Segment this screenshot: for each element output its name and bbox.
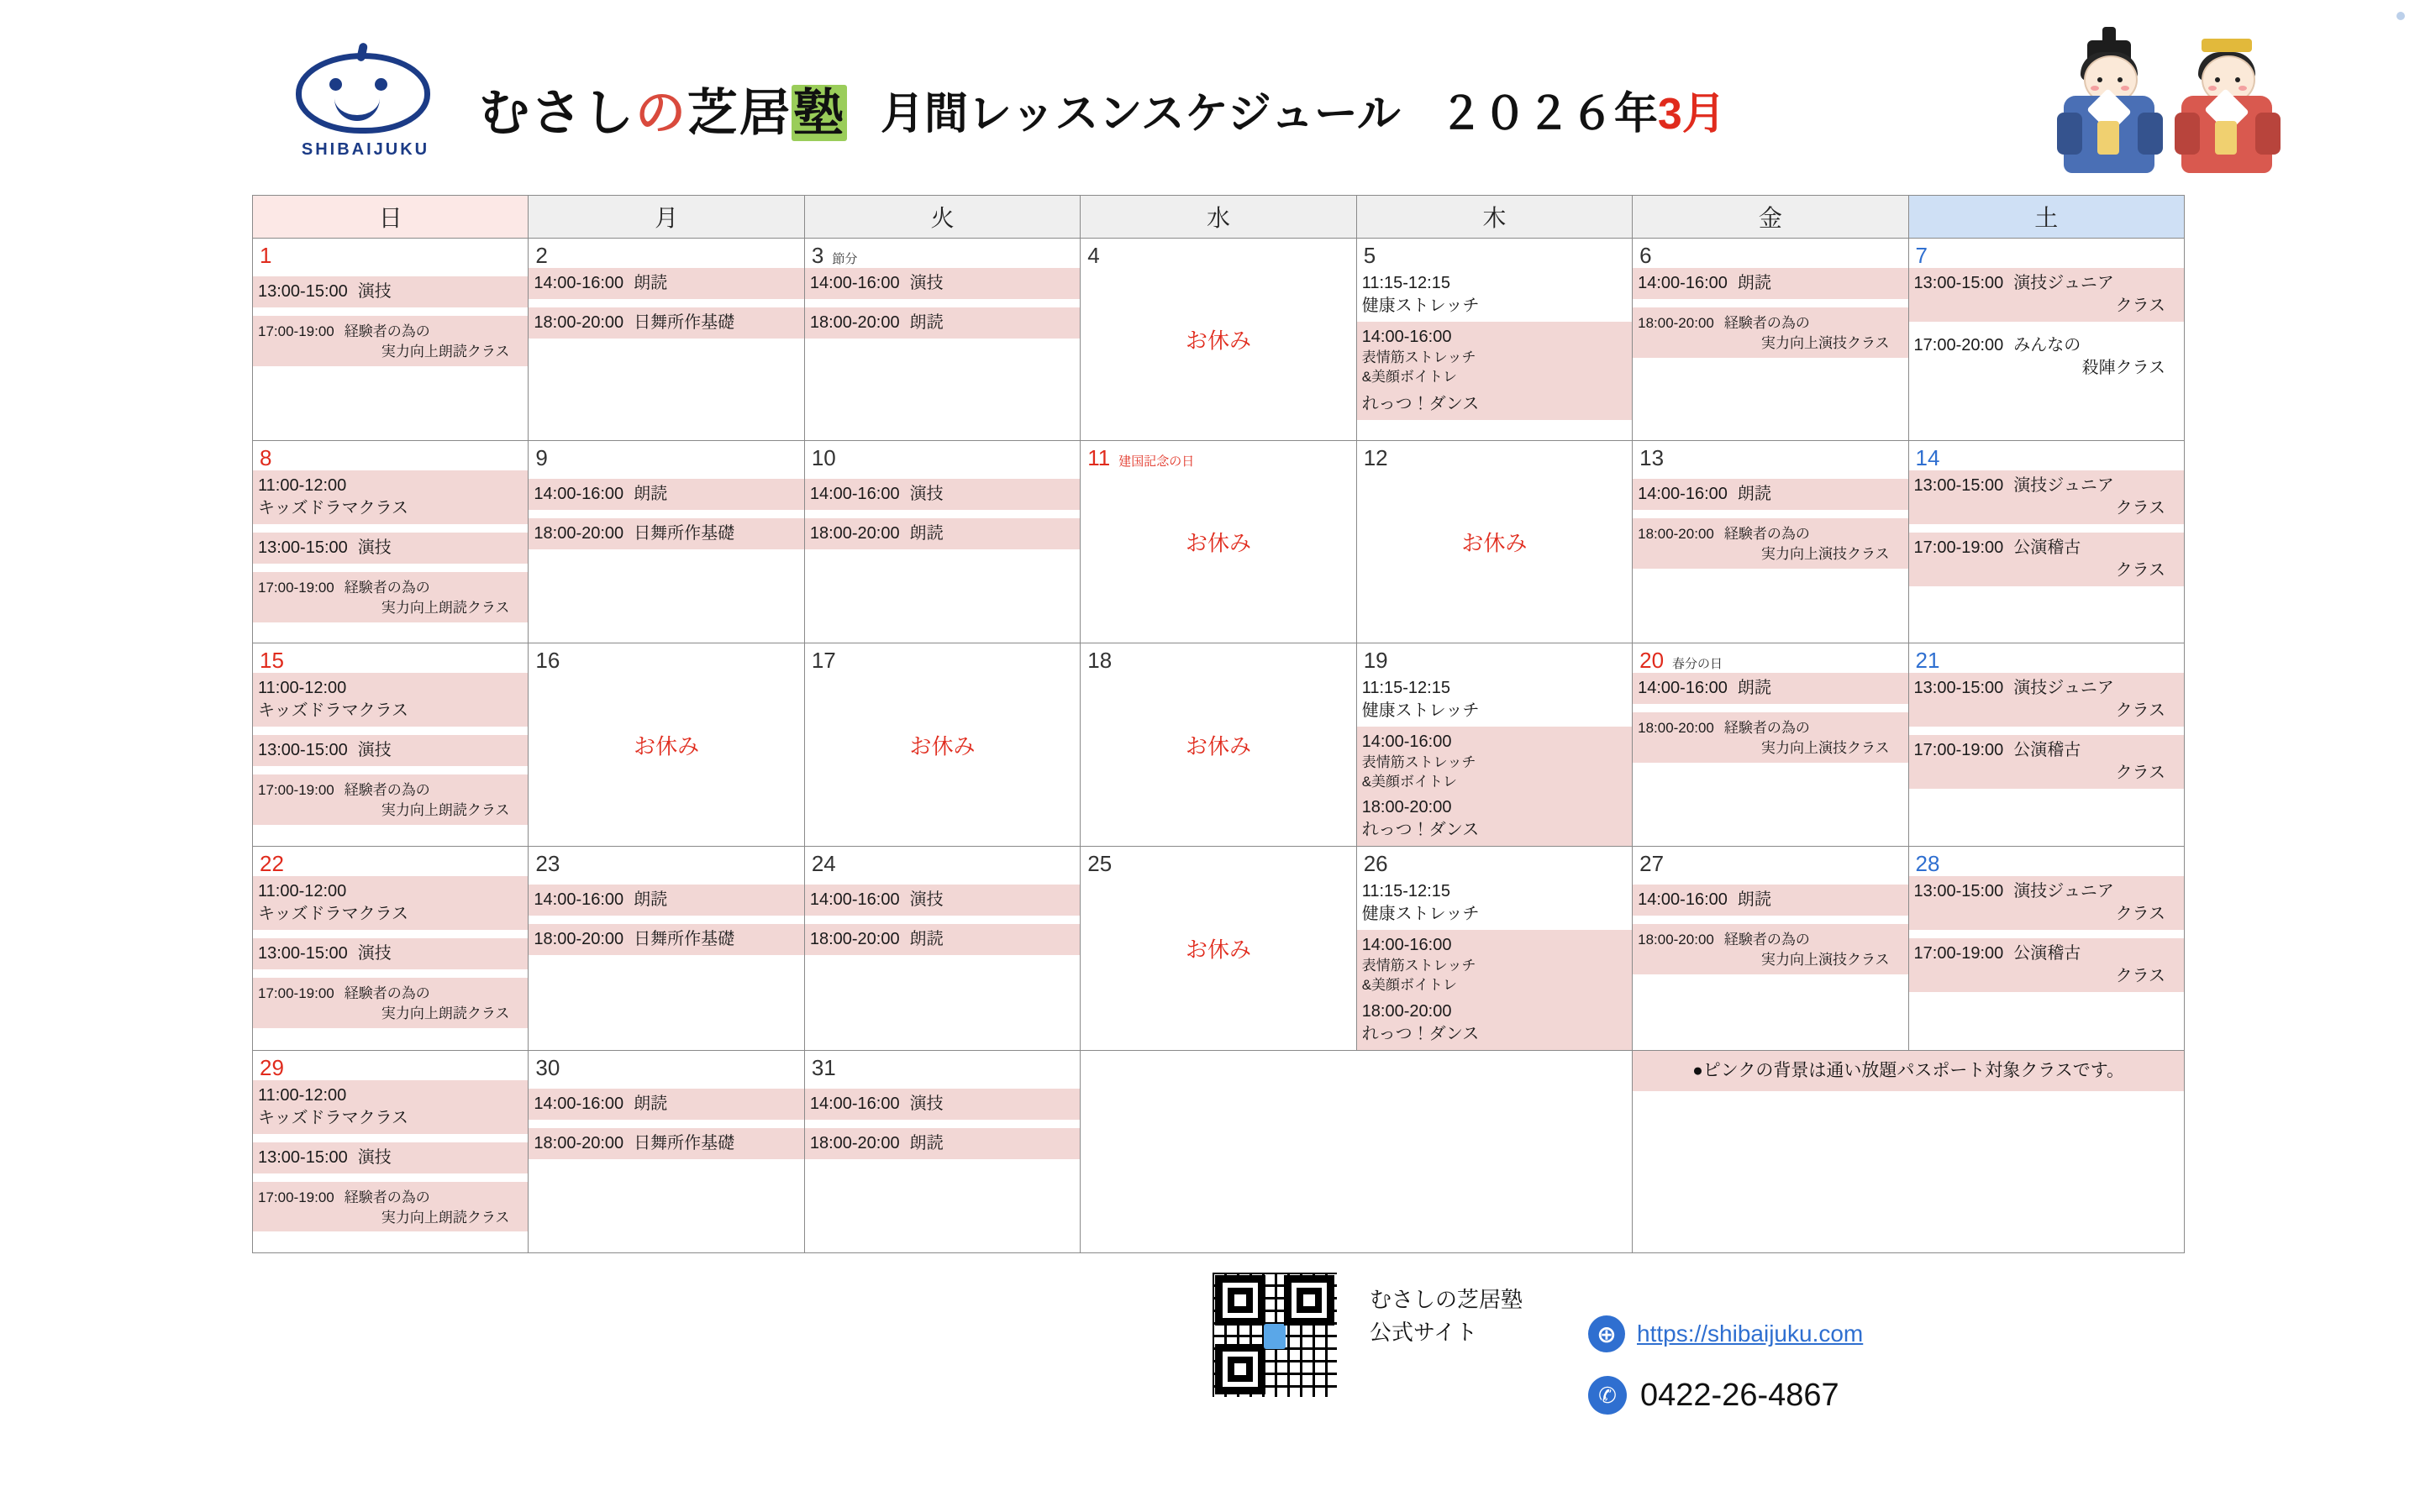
qr-code[interactable]: [1210, 1270, 1339, 1399]
event-name: 朗読: [634, 484, 668, 503]
closed-label: お休み: [1185, 530, 1251, 556]
event-time: 11:15-12:15: [1361, 273, 1450, 292]
event-time: 13:00-15:00: [258, 944, 348, 963]
day-number-26: 26: [1363, 851, 1388, 877]
event-name-2: 実力向上朗読クラス: [381, 599, 510, 616]
event-name: 朗読: [909, 312, 944, 332]
event-name-2: &美顔ボイトレ: [1361, 977, 1458, 993]
event-time: 14:00-16:00: [809, 890, 900, 910]
event-name: キッズドラマクラス: [258, 498, 408, 517]
event-time: 11:15-12:15: [1361, 882, 1450, 901]
day-cell-9[interactable]: [529, 441, 804, 643]
day-number-19: 19: [1363, 648, 1388, 673]
weekday-header-sun: 日: [253, 196, 529, 239]
event-kouen-14[interactable]: [1909, 533, 2184, 586]
event-time: 13:00-15:00: [1913, 882, 2004, 901]
event-time: 11:15-12:15: [1361, 678, 1450, 697]
calendar-header-row: [253, 196, 2185, 239]
hina-dolls-decoration: [2059, 40, 2294, 183]
telephone-row[interactable]: [1588, 1376, 1839, 1415]
event-roudoku-20[interactable]: [1633, 673, 1907, 704]
event-name: 経験者の為の: [1723, 932, 1810, 948]
event-name: 公演稽古: [2013, 740, 2081, 759]
event-satsujin-7[interactable]: [1909, 330, 2184, 384]
day-cell-26[interactable]: [1356, 847, 1632, 1050]
event-kids-8[interactable]: [253, 470, 528, 524]
event-kenkou-19[interactable]: [1357, 673, 1632, 727]
event-name: 演技: [357, 538, 392, 557]
event-name: 朗読: [634, 890, 668, 910]
event-time: 18:00-20:00: [1638, 314, 1714, 331]
day-number-31: 31: [811, 1054, 836, 1080]
event-name-2: 実力向上朗読クラス: [381, 343, 510, 360]
event-roudoku-6[interactable]: [1633, 268, 1907, 299]
event-engi-22[interactable]: [253, 938, 528, 969]
day-cell-20[interactable]: [1633, 643, 1908, 847]
event-name: 朗読: [909, 1133, 944, 1152]
event-kids-22[interactable]: [253, 876, 528, 930]
event-hyoujou-26[interactable]: [1357, 930, 1632, 1050]
event-name-2: 実力向上演技クラス: [1761, 334, 1890, 351]
day-cell-16[interactable]: [529, 643, 804, 847]
day-cell-13[interactable]: [1633, 441, 1908, 643]
event-engi-exp-6[interactable]: [1633, 307, 1907, 358]
day-number-21: 21: [1915, 648, 1940, 673]
event-engi-31[interactable]: [805, 1089, 1080, 1120]
event-time: 14:00-16:00: [809, 484, 900, 503]
logo-wordmark: SHIBAIJUKU: [301, 140, 430, 159]
event-hyoujou-5[interactable]: [1357, 322, 1632, 421]
event-time: 18:00-20:00: [809, 1133, 900, 1152]
weekday-header-fri: 金: [1633, 196, 1908, 239]
event-name: 経験者の為の: [344, 1189, 430, 1205]
website-url[interactable]: https://shibaijuku.com: [1637, 1320, 1864, 1347]
event-engi-exp-27[interactable]: [1633, 924, 1907, 974]
day-number-13: 13: [1639, 445, 1665, 470]
event-roudoku-23[interactable]: [529, 885, 803, 916]
event-time: 18:00-20:00: [809, 523, 900, 543]
event-time: 18:00-20:00: [534, 1133, 624, 1152]
event-name: 演技ジュニア: [2013, 678, 2114, 697]
day-number-11: 11: [1087, 445, 1111, 470]
site-label-line2: 公式サイト: [1370, 1320, 1478, 1345]
day-number-2: 2: [535, 243, 548, 268]
event-name: 演技: [357, 281, 392, 301]
event-time: 18:00-20:00: [534, 930, 624, 949]
event-time: 17:00-19:00: [258, 985, 334, 1002]
phone-icon: ✆: [1588, 1376, 1627, 1415]
day-number-10: 10: [811, 445, 836, 470]
day-cell-17[interactable]: [804, 643, 1080, 847]
day-cell-8[interactable]: [253, 441, 529, 643]
day-number-28: 28: [1915, 851, 1940, 877]
event-name-2: 殺陣クラス: [2081, 358, 2165, 377]
event-time: 14:00-16:00: [809, 1094, 900, 1113]
event-time: 13:00-15:00: [258, 281, 348, 301]
event-engi-exp-20[interactable]: [1633, 712, 1907, 763]
year-label: ２０２６年: [1439, 89, 1658, 139]
event-name: キッズドラマクラス: [258, 1108, 408, 1127]
event-kenkou-26[interactable]: [1357, 876, 1632, 930]
event-name: 表情筋ストレッチ: [1361, 753, 1476, 770]
event-name: 経験者の為の: [1723, 314, 1810, 331]
event-name-3: れっつ！ダンス: [1361, 395, 1480, 414]
event-kouen-21[interactable]: [1909, 735, 2184, 789]
day-number-6: 6: [1639, 243, 1652, 268]
event-junior-14[interactable]: [1909, 470, 2184, 524]
passport-note: ●ピンクの背景は通い放題パスポート対象クラスです。: [1633, 1051, 2184, 1091]
year-month: [1439, 78, 1726, 141]
event-name: キッズドラマクラス: [258, 701, 408, 720]
event-name: 朗読: [1737, 273, 1771, 292]
event-name: 朗読: [909, 930, 944, 949]
event-engi-exp-13[interactable]: [1633, 518, 1907, 569]
day-cell-28[interactable]: [1908, 847, 2184, 1050]
closed-label: お休み: [634, 733, 700, 759]
event-roudoku-exp-8[interactable]: [253, 572, 528, 622]
event-name-3: れっつ！ダンス: [1361, 1024, 1480, 1043]
event-name: 経験者の為の: [344, 323, 430, 339]
event-name-2: クラス: [2115, 967, 2165, 986]
event-time: 18:00-20:00: [1638, 719, 1714, 736]
corner-dot: [2396, 12, 2405, 20]
event-name-2: クラス: [2115, 560, 2165, 580]
event-time: 14:00-16:00: [1638, 678, 1728, 697]
event-time: 13:00-15:00: [1913, 475, 2004, 495]
event-time: 14:00-16:00: [1361, 327, 1452, 346]
calendar-week-row: [253, 847, 2185, 1050]
event-name: 演技: [357, 740, 392, 759]
day-number-3: 3: [811, 243, 824, 268]
event-name-2: クラス: [2115, 296, 2165, 315]
day-number-15: 15: [260, 648, 284, 673]
telephone-number: 0422-26-4867: [1640, 1377, 1839, 1413]
day-number-20: 20: [1639, 648, 1665, 673]
event-engi-8[interactable]: [253, 533, 528, 564]
month-label: 3月: [1657, 89, 1726, 139]
event-name: 日舞所作基礎: [634, 312, 735, 332]
event-name: 経験者の為の: [1723, 525, 1810, 542]
event-name-2: 実力向上朗読クラス: [381, 801, 510, 818]
event-time: 17:00-19:00: [1913, 944, 2004, 963]
globe-icon: ⊕: [1588, 1315, 1625, 1352]
event-time: 18:00-20:00: [534, 523, 624, 543]
day-number-17: 17: [811, 648, 836, 673]
event-kids-29[interactable]: [253, 1080, 528, 1134]
weekday-header-sat: 土: [1908, 196, 2184, 239]
day-cell-21[interactable]: [1908, 643, 2184, 847]
event-name-2: 実力向上朗読クラス: [381, 1005, 510, 1022]
event-name: 表情筋ストレッチ: [1361, 958, 1476, 974]
event-name: 演技ジュニア: [2013, 882, 2114, 901]
event-name: 朗読: [634, 1094, 668, 1113]
event-roudoku-24[interactable]: [805, 924, 1080, 955]
event-time: 18:00-20:00: [809, 312, 900, 332]
event-name: 経験者の為の: [1723, 719, 1810, 736]
day-note-3: 節分: [832, 252, 858, 266]
event-time: 13:00-15:00: [1913, 273, 2004, 292]
calendar-week-row: [253, 643, 2185, 847]
event-nichibu-2[interactable]: [529, 307, 803, 339]
event-roudoku-9[interactable]: [529, 479, 803, 510]
weekday-header-tue: 火: [804, 196, 1080, 239]
day-cell-14[interactable]: [1908, 441, 2184, 643]
day-cell-5[interactable]: [1356, 239, 1632, 441]
event-roudoku-27[interactable]: [1633, 885, 1907, 916]
day-cell-3[interactable]: [804, 239, 1080, 441]
event-engi-29[interactable]: [253, 1142, 528, 1173]
event-name: 朗読: [1737, 890, 1771, 910]
brand-post: 塾: [793, 85, 845, 141]
footer-contact-cell: [1081, 1050, 1633, 1252]
event-name-2: 実力向上演技クラス: [1761, 739, 1890, 756]
day-number-1: 1: [260, 243, 272, 268]
event-nichibu-9[interactable]: [529, 518, 803, 549]
event-name: 経験者の為の: [344, 985, 430, 1002]
event-time: 14:00-16:00: [534, 484, 624, 503]
day-note-20: 春分の日: [1672, 657, 1723, 671]
event-name: 朗読: [1737, 484, 1771, 503]
official-site-label: [1370, 1284, 1523, 1349]
event-name: 表情筋ストレッチ: [1361, 349, 1476, 365]
event-engi-3[interactable]: [805, 268, 1080, 299]
day-cell-6[interactable]: [1633, 239, 1908, 441]
event-kouen-28[interactable]: [1909, 938, 2184, 992]
day-number-18: 18: [1087, 648, 1113, 673]
day-cell-19[interactable]: [1356, 643, 1632, 847]
event-engi-10[interactable]: [805, 479, 1080, 510]
brand-mark: の: [635, 85, 687, 141]
event-time: 14:00-16:00: [534, 890, 624, 910]
day-number-24: 24: [811, 851, 836, 877]
event-junior-7[interactable]: [1909, 268, 2184, 322]
event-kenkou-5[interactable]: [1357, 268, 1632, 322]
event-time: 14:00-16:00: [1638, 890, 1728, 910]
event-name: 日舞所作基礎: [634, 930, 735, 949]
event-name: 公演稽古: [2013, 944, 2081, 963]
event-name: 朗読: [909, 523, 944, 543]
event-name: 朗読: [634, 273, 668, 292]
day-cell-1[interactable]: [253, 239, 529, 441]
event-time-2: 18:00-20:00: [1361, 798, 1452, 817]
event-name: 健康ストレッチ: [1361, 296, 1480, 315]
event-name: みんなの: [2013, 335, 2081, 354]
hina-doll-male-icon: [2059, 40, 2160, 175]
closed-label: お休み: [909, 733, 976, 759]
event-time: 18:00-20:00: [1638, 525, 1714, 542]
event-roudoku-2[interactable]: [529, 268, 803, 299]
event-name: 日舞所作基礎: [634, 523, 735, 543]
event-time: 17:00-19:00: [1913, 740, 2004, 759]
event-time: 14:00-16:00: [1361, 936, 1452, 955]
event-time: 17:00-20:00: [1913, 335, 2004, 354]
day-cell-24[interactable]: [804, 847, 1080, 1050]
event-name-2: 実力向上朗読クラス: [381, 1209, 510, 1226]
event-name: 演技: [909, 890, 944, 910]
event-hyoujou-19[interactable]: [1357, 727, 1632, 847]
hina-doll-female-icon: [2176, 40, 2277, 175]
event-time: 17:00-19:00: [258, 579, 334, 596]
day-cell-25[interactable]: [1081, 847, 1356, 1050]
event-roudoku-exp-1[interactable]: [253, 316, 528, 366]
footer-contact-block: [1084, 1235, 2185, 1470]
shibaijuku-logo-icon: [277, 46, 454, 172]
calendar-week-row: [253, 1050, 2185, 1252]
day-note-11: 建国記念の日: [1118, 454, 1195, 469]
event-time: 17:00-19:00: [258, 781, 334, 798]
event-roudoku-31[interactable]: [805, 1128, 1080, 1159]
event-name-2: クラス: [2115, 701, 2165, 720]
event-time: 18:00-20:00: [1638, 932, 1714, 948]
lesson-schedule-calendar: [252, 195, 2185, 1253]
event-name: キッズドラマクラス: [258, 905, 408, 924]
day-number-23: 23: [535, 851, 560, 877]
day-cell-11[interactable]: [1081, 441, 1356, 643]
event-engi-15[interactable]: [253, 735, 528, 766]
calendar-week-row: [253, 239, 2185, 441]
day-cell-29[interactable]: [253, 1050, 529, 1252]
calendar-week-row: [253, 441, 2185, 643]
event-name: 経験者の為の: [344, 579, 430, 596]
event-roudoku-10[interactable]: [805, 518, 1080, 549]
event-engi-1[interactable]: [253, 276, 528, 307]
brand-mid: 芝居: [687, 85, 792, 141]
closed-label: お休み: [1185, 733, 1251, 759]
event-junior-28[interactable]: [1909, 876, 2184, 930]
event-name-2: クラス: [2115, 498, 2165, 517]
day-cell-4[interactable]: [1081, 239, 1356, 441]
event-name: 演技ジュニア: [2013, 273, 2114, 292]
event-nichibu-23[interactable]: [529, 924, 803, 955]
event-roudoku-exp-29[interactable]: [253, 1182, 528, 1232]
day-cell-7[interactable]: [1908, 239, 2184, 441]
event-kids-15[interactable]: [253, 673, 528, 727]
brand-title: [479, 73, 847, 145]
day-cell-12[interactable]: [1356, 441, 1632, 643]
event-name: 演技ジュニア: [2013, 475, 2114, 495]
event-roudoku-exp-22[interactable]: [253, 978, 528, 1028]
day-number-14: 14: [1915, 445, 1940, 470]
event-roudoku-13[interactable]: [1633, 479, 1907, 510]
event-name-2: 実力向上演技クラス: [1761, 952, 1890, 969]
day-number-29: 29: [260, 1054, 284, 1080]
event-name-2: クラス: [2115, 763, 2165, 782]
event-time: 17:00-19:00: [258, 323, 334, 339]
day-number-30: 30: [535, 1054, 560, 1080]
event-time: 13:00-15:00: [1913, 678, 2004, 697]
event-time: 17:00-19:00: [1913, 538, 2004, 557]
event-name: 健康ストレッチ: [1361, 701, 1480, 720]
event-time: 11:00-12:00: [258, 882, 347, 901]
day-cell-23[interactable]: [529, 847, 804, 1050]
day-cell-30[interactable]: [529, 1050, 804, 1252]
closed-label: お休み: [1185, 328, 1251, 354]
event-time: 11:00-12:00: [258, 1085, 347, 1105]
page-title: 月間レッスンスケジュール: [881, 89, 1401, 139]
event-time: 14:00-16:00: [1638, 484, 1728, 503]
brand-pre: むさし: [479, 85, 635, 141]
event-time: 14:00-16:00: [1638, 273, 1728, 292]
day-cell-27[interactable]: [1633, 847, 1908, 1050]
day-number-27: 27: [1639, 851, 1665, 877]
event-roudoku-30[interactable]: [529, 1089, 803, 1120]
event-name: 経験者の為の: [344, 781, 430, 798]
page-header: [277, 34, 2210, 185]
event-name-2: &美顔ボイトレ: [1361, 773, 1458, 790]
event-time: 14:00-16:00: [1361, 732, 1452, 751]
event-engi-24[interactable]: [805, 885, 1080, 916]
weekday-header-mon: 月: [529, 196, 804, 239]
event-name: 健康ストレッチ: [1361, 905, 1480, 924]
event-time: 13:00-15:00: [258, 1147, 348, 1167]
event-name: 朗読: [1737, 678, 1771, 697]
day-cell-2[interactable]: [529, 239, 804, 441]
event-time: 17:00-19:00: [258, 1189, 334, 1205]
event-time: 14:00-16:00: [809, 273, 900, 292]
event-name: 演技: [909, 484, 944, 503]
event-name: 公演稽古: [2013, 538, 2081, 557]
weekday-header-wed: 水: [1081, 196, 1356, 239]
event-name-2: クラス: [2115, 905, 2165, 924]
event-time: 14:00-16:00: [534, 273, 624, 292]
website-row[interactable]: [1588, 1315, 1863, 1352]
day-number-16: 16: [535, 648, 560, 673]
event-name: 演技: [357, 1147, 392, 1167]
event-name-2: &美顔ボイトレ: [1361, 368, 1458, 385]
event-name-2: 実力向上演技クラス: [1761, 545, 1890, 562]
site-label-line1: むさしの芝居塾: [1370, 1287, 1523, 1312]
day-cell-10[interactable]: [804, 441, 1080, 643]
day-cell-22[interactable]: [253, 847, 529, 1050]
day-number-4: 4: [1087, 243, 1100, 268]
event-time: 18:00-20:00: [809, 930, 900, 949]
closed-label: お休み: [1185, 937, 1251, 963]
day-number-7: 7: [1915, 243, 1928, 268]
footer-note-cell: [1633, 1050, 2185, 1252]
event-junior-21[interactable]: [1909, 673, 2184, 727]
day-number-22: 22: [260, 851, 284, 877]
event-name-3: れっつ！ダンス: [1361, 821, 1480, 840]
day-number-12: 12: [1363, 445, 1388, 470]
day-number-8: 8: [260, 445, 272, 470]
event-nichibu-30[interactable]: [529, 1128, 803, 1159]
event-name: 日舞所作基礎: [634, 1133, 735, 1152]
event-time: 11:00-12:00: [258, 475, 347, 495]
event-time: 14:00-16:00: [534, 1094, 624, 1113]
event-roudoku-exp-15[interactable]: [253, 774, 528, 825]
day-cell-18[interactable]: [1081, 643, 1356, 847]
event-roudoku-3[interactable]: [805, 307, 1080, 339]
day-number-5: 5: [1363, 243, 1376, 268]
weekday-header-thu: 木: [1356, 196, 1632, 239]
event-name: 演技: [357, 944, 392, 963]
day-number-25: 25: [1087, 851, 1113, 877]
day-cell-15[interactable]: [253, 643, 529, 847]
day-number-9: 9: [535, 445, 548, 470]
day-cell-31[interactable]: [804, 1050, 1080, 1252]
event-time: 13:00-15:00: [258, 538, 348, 557]
event-time: 11:00-12:00: [258, 678, 347, 697]
event-name: 演技: [909, 273, 944, 292]
event-time: 18:00-20:00: [534, 312, 624, 332]
event-time-2: 18:00-20:00: [1361, 1001, 1452, 1021]
closed-label: お休み: [1461, 530, 1528, 556]
event-time: 13:00-15:00: [258, 740, 348, 759]
event-name: 演技: [909, 1094, 944, 1113]
